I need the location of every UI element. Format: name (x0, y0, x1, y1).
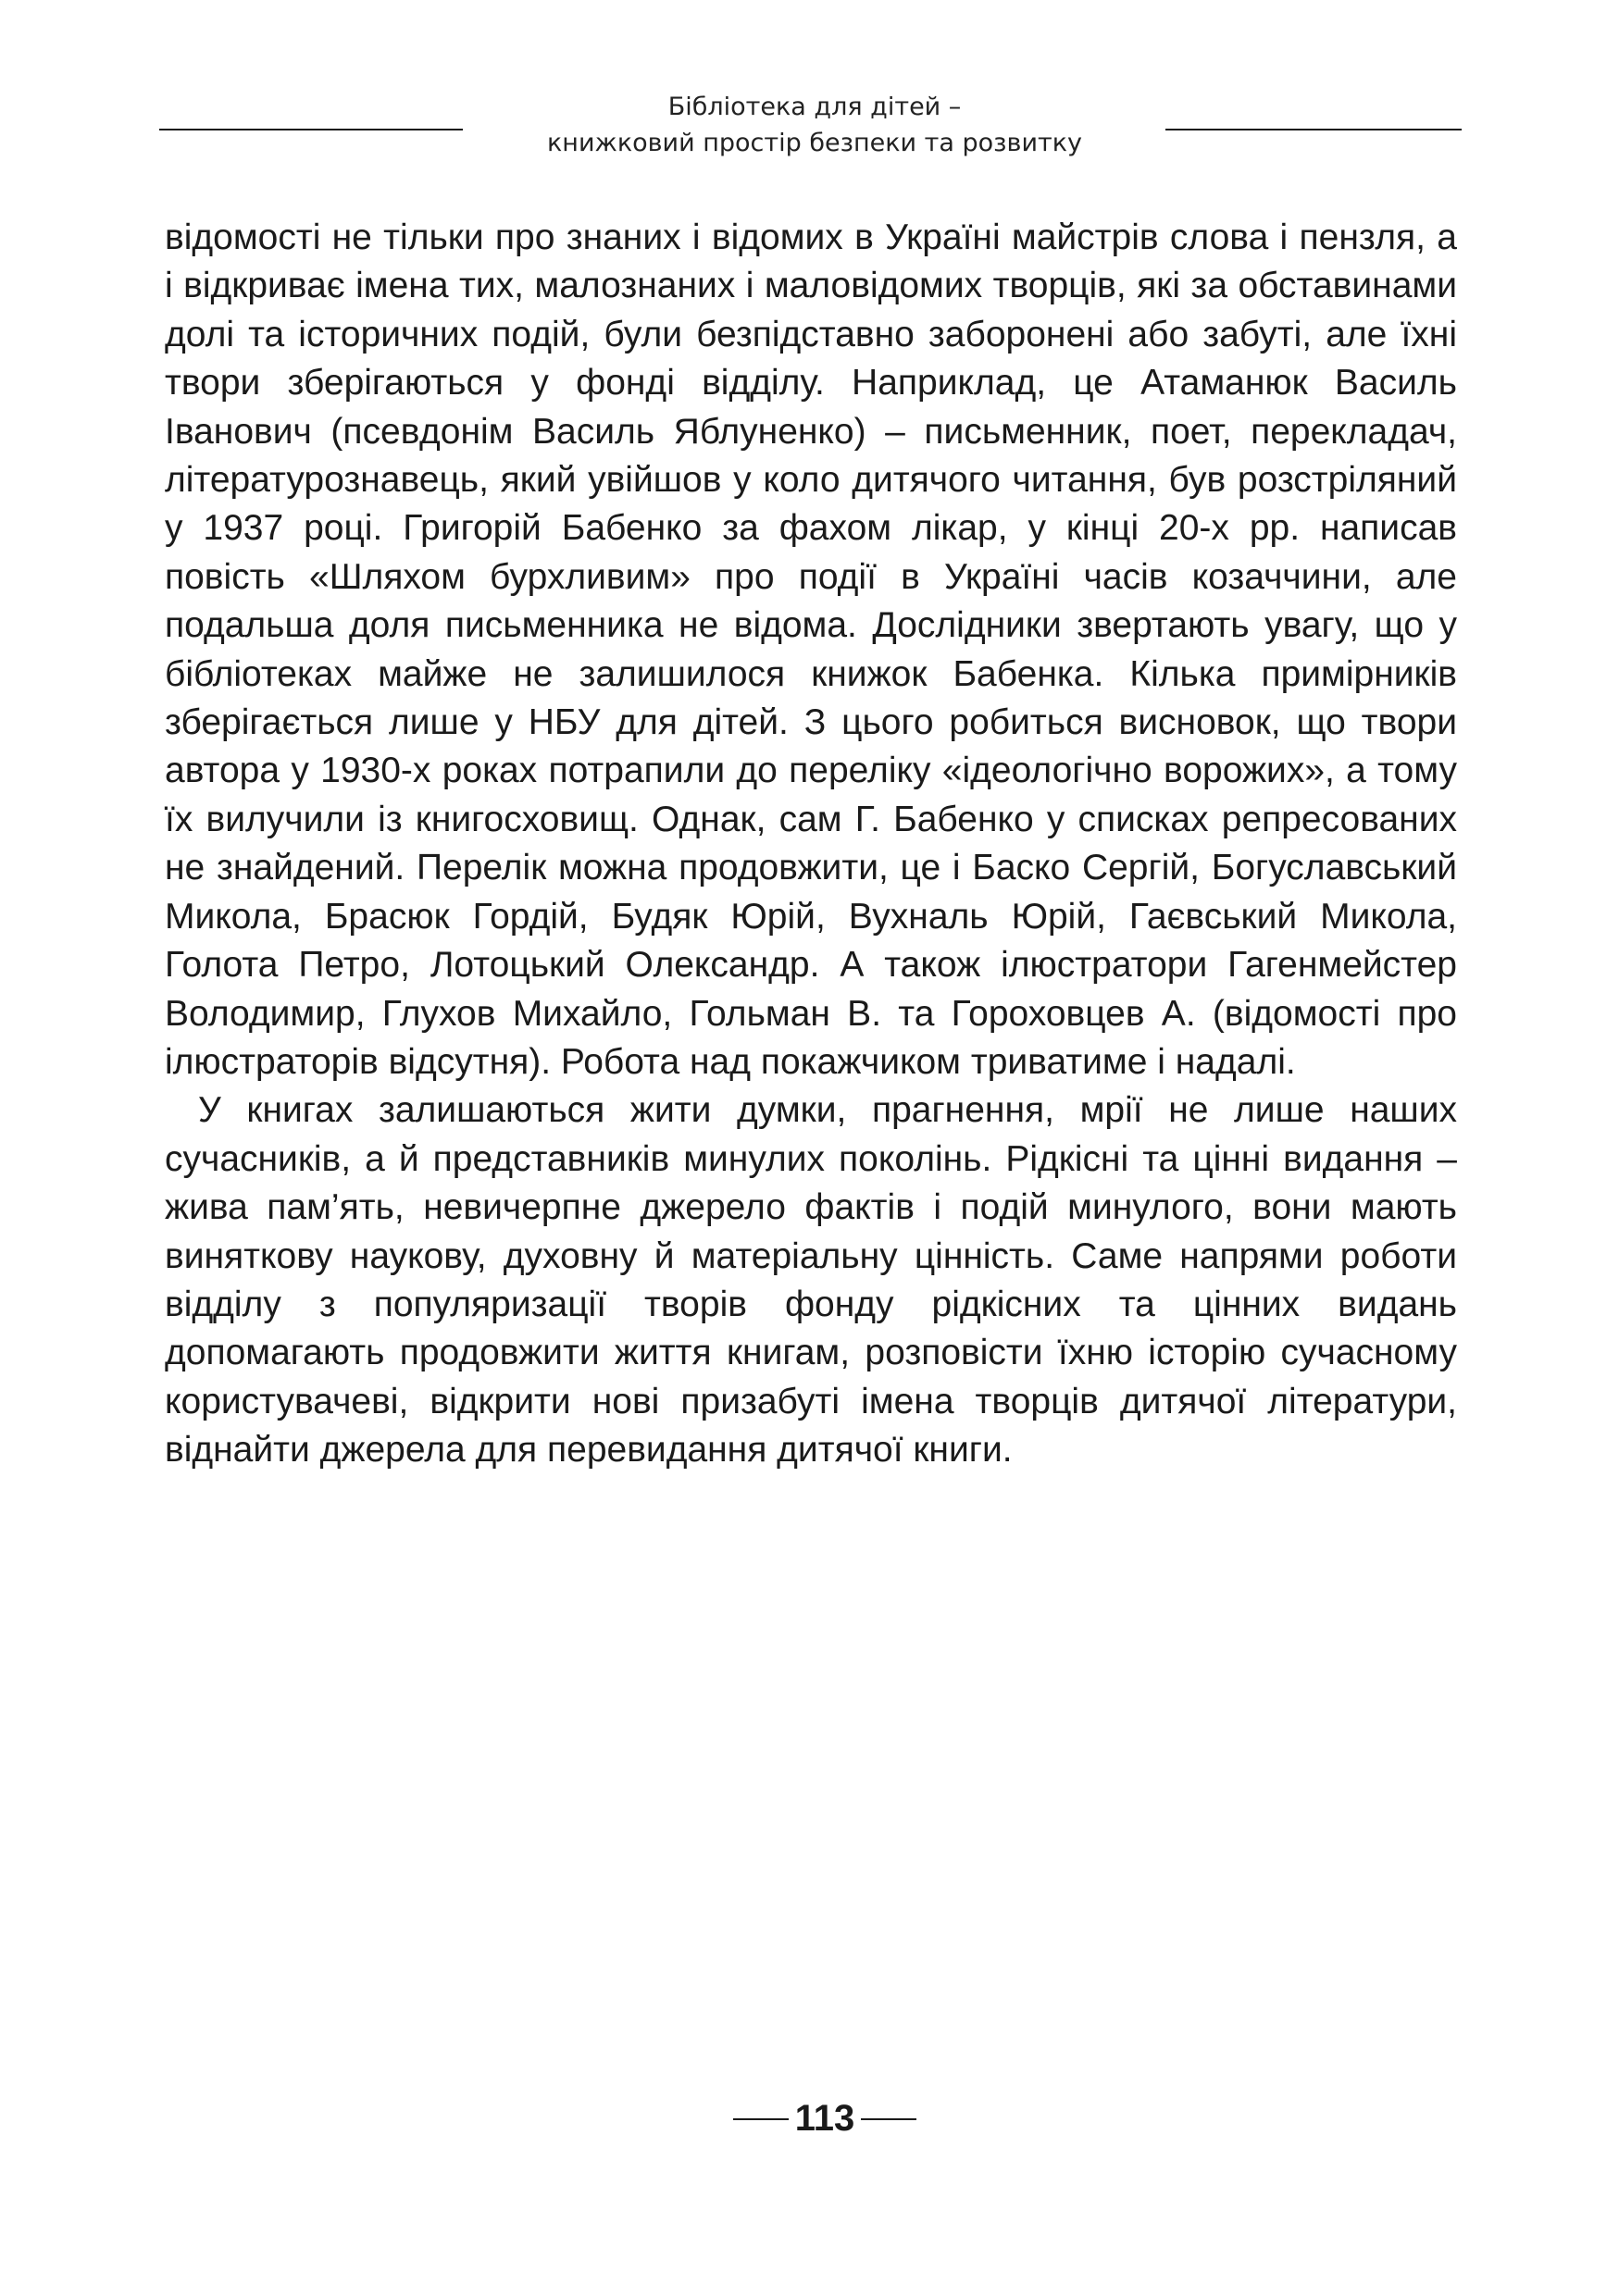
running-header (0, 89, 1619, 172)
paragraph: У книгах залишаються жити думки, прагнення, мрії не лише наших сучасників, а й представників минулих поколінь. Рідкісні та цінні видання – жива пам’ять, невичерпне джерело фактів і подій минулого, вони мають виняткову наукову, духовну й матеріальну цінність. Саме напрями роботи відділу з популяризації творів фонду рідкісних та цінних видань допомагають продовжити життя книгам, розповісти їхню історію сучасному користувачеві, відкрити нові призабуті імена творців дитячої літератури, віднайти джерела для перевидання дитячої книги. (165, 1090, 1457, 1471)
running-title-line-1: Бібліотека для дітей – (667, 93, 962, 121)
page-footer (0, 2093, 1619, 2143)
page-number: 113 (794, 2098, 855, 2139)
header-rule-left (159, 129, 463, 130)
body-text (165, 214, 1457, 1475)
footer-rule-left (733, 2118, 789, 2120)
header-rule-right (1165, 129, 1462, 130)
footer-rule-right (861, 2118, 916, 2120)
paragraph: відомості не тільки про знаних і відомих в Україні майстрів слова і пензля, а і відкриває імена тих, малознаних і маловідомих творців, які за обставинами долі та історичних подій, були безпідставно заборонені або забуті, але їхні твори зберігаються у фонді відділу. Наприклад, це Атаманюк Василь Іванович (псевдонім Василь Яблуненко) – письменник, поет, перекладач, літературознавець, який увійшов у коло дитячого читання, був розстріляний у 1937 році. Григорій Бабенко за фахом лікар, у кінці 20-х рр. написав повість «Шляхом бурхливим» про події в Україні часів козаччини, але подальша доля письменника не відома. Дослідники звертають увагу, що у бібліотеках майже не залишилося книжок Бабенка. Кілька примірників зберігається лише у НБУ для дітей. З цього робиться висновок, що твори автора у 1930-х роках потрапили до переліку «ідеологічно ворожих», а тому їх вилучили із книгосховищ. Однак, сам Г. Бабенко у списках репресованих не знайдений. Перелік можна продовжити, це і Баско Сергій, Богуславський Микола, Брасюк Гордій, Будяк Юрій, Вухналь Юрій, Гаєвський Микола, Голота Петро, Лотоцький Олександр. А також ілюстратори Гагенмейстер Володимир, Глухов Михайло, Гольман В. та Гороховцев А. (відомості про ілюстраторів відсутня). Робота над покажчиком триватиме і надалі. (165, 217, 1457, 1082)
running-title (472, 89, 1157, 161)
running-title-line-2: книжковий простір безпеки та розвитку (546, 129, 1083, 157)
